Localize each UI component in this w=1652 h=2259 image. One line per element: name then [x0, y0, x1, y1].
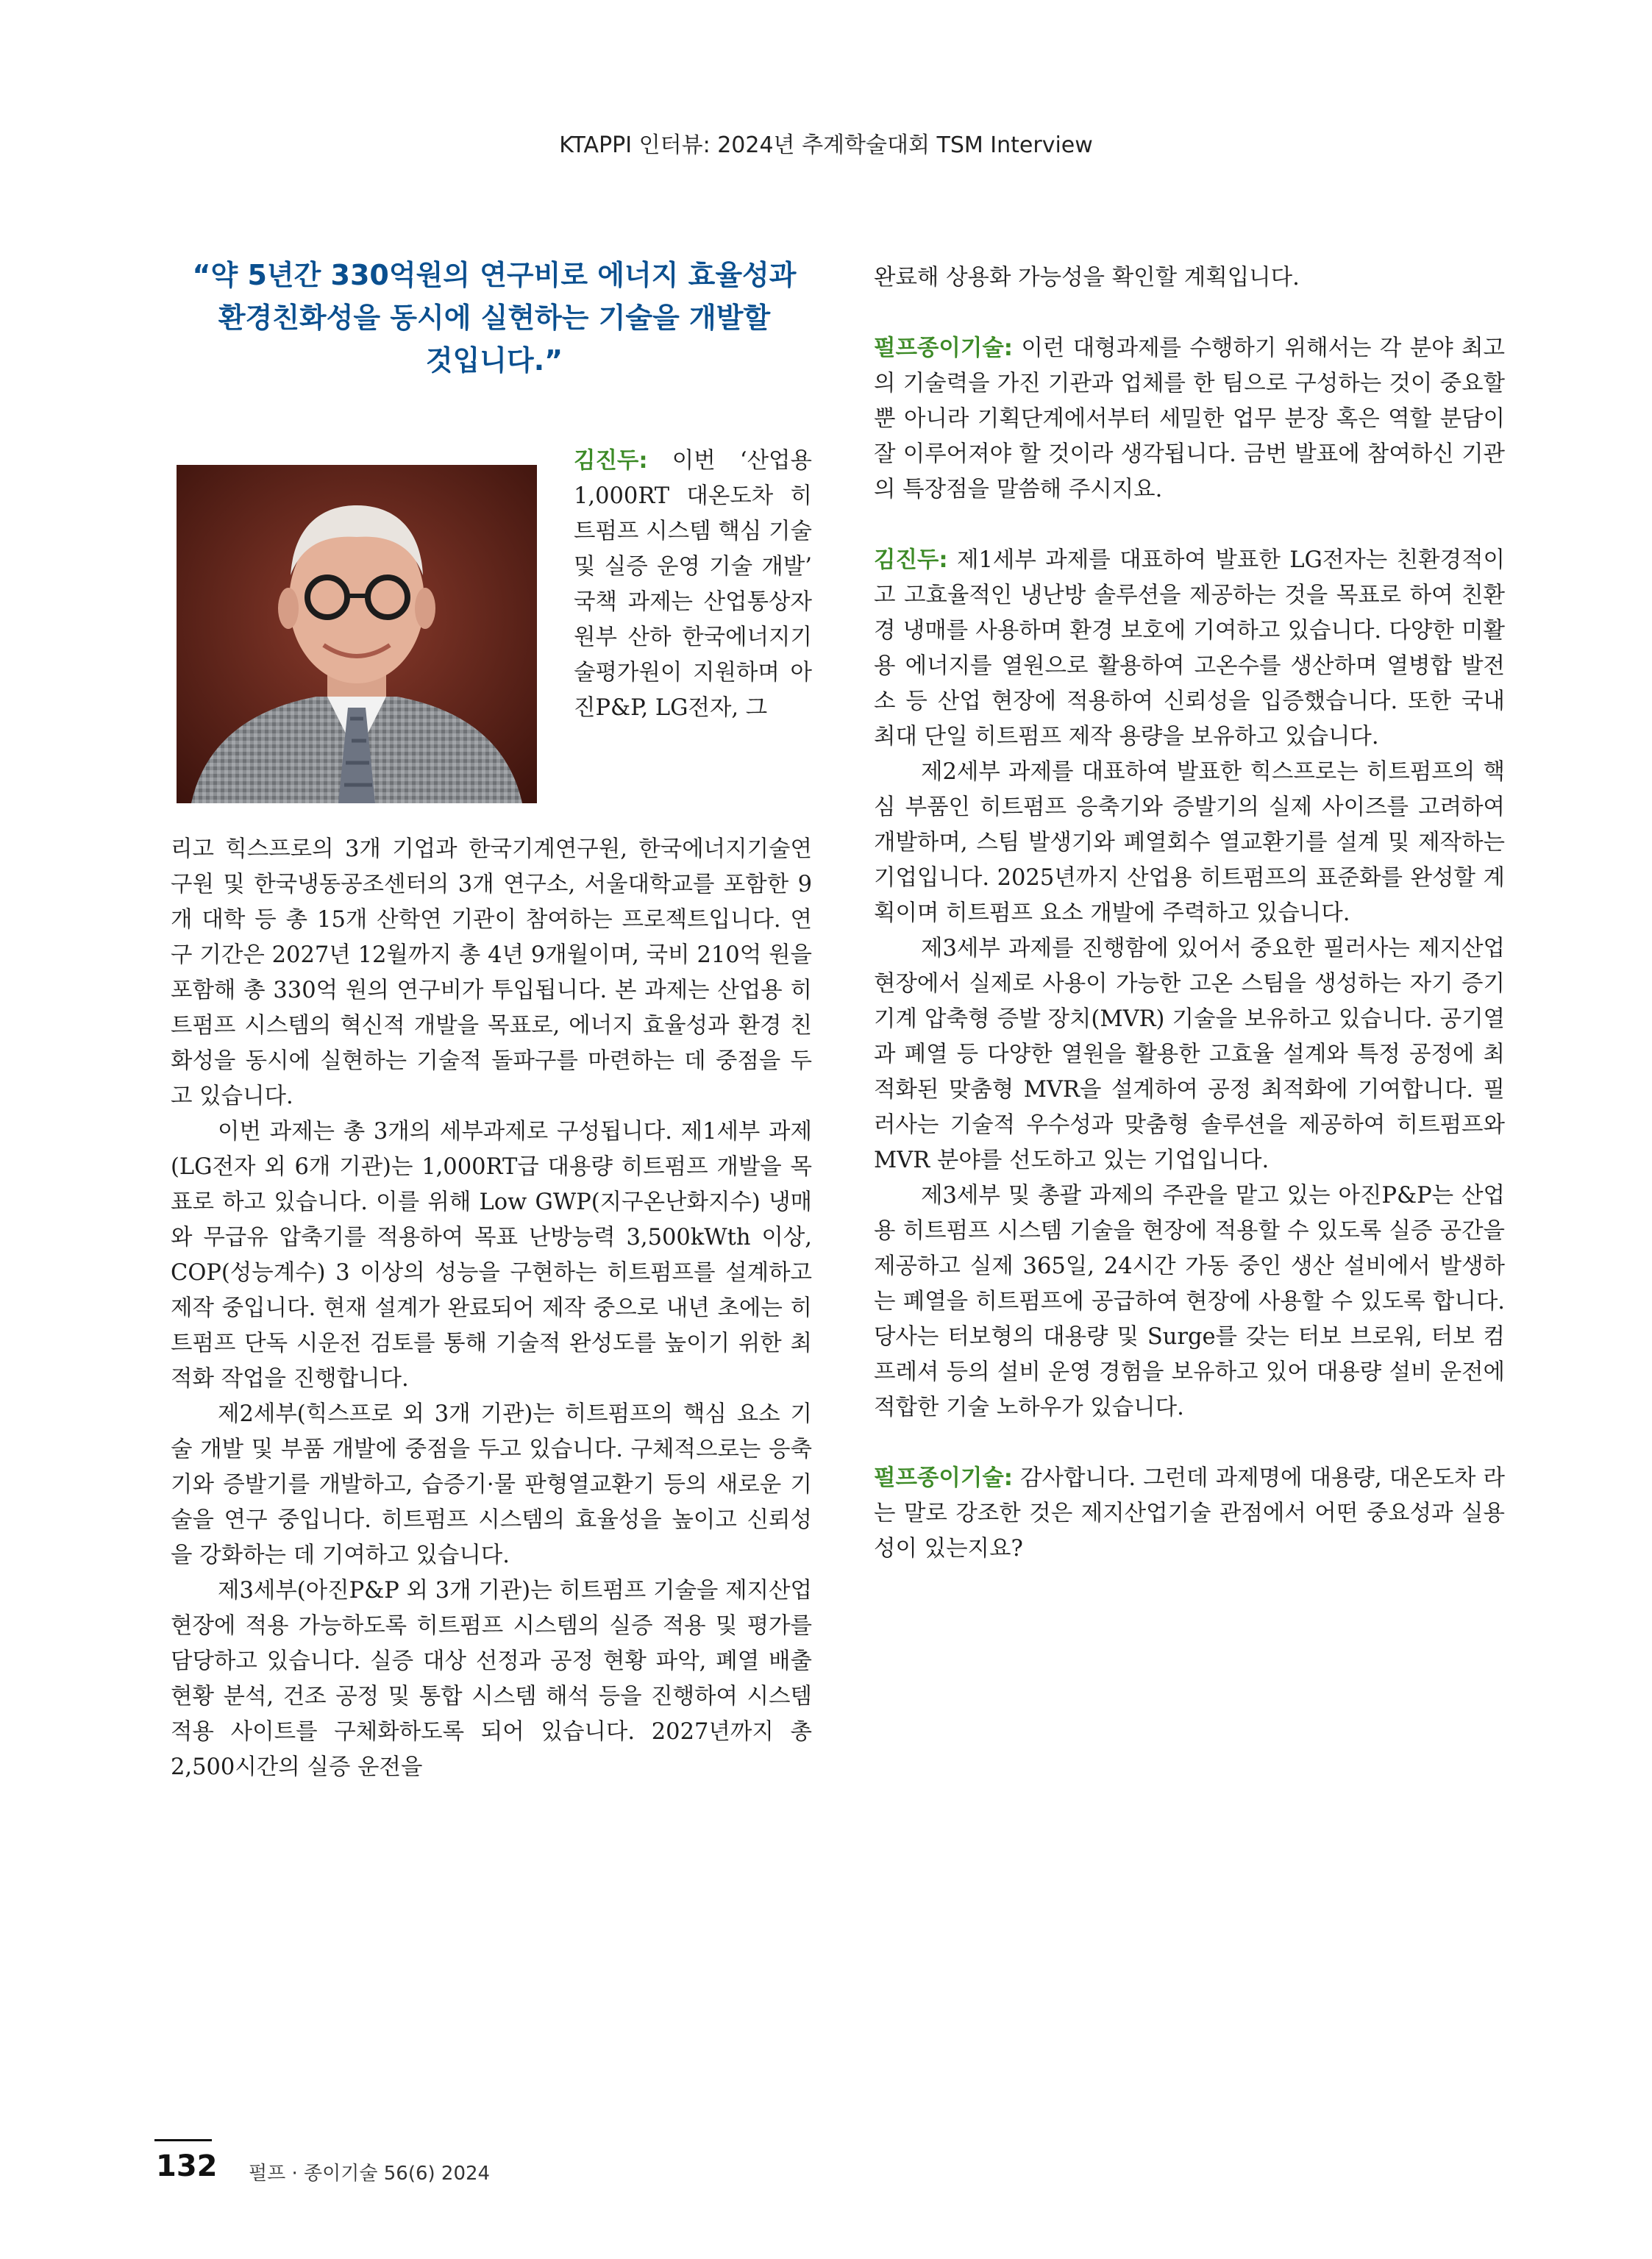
speaker-label: 김진두: — [574, 448, 648, 474]
running-header: KTAPPI 인터뷰: 2024년 추계학술대회 TSM Interview — [559, 132, 1093, 158]
paragraph: 이번 과제는 총 3개의 세부과제로 구성됩니다. 제1세부 과제(LG전자 외 6개 기관)는 1,000RT급 대용량 히트펌프 개발을 목표로 하고 있습니다. 이를 위해 Low GWP(지구온난화지수) 냉매와 무급유 압축기를 적용하여 목표 난방능력 3,500kWth 이상, COP(성능계수) 3 이상의 성능을 구현하는 히트펌프를 설계하고 제작 중입니다. 현재 설계가 완료되어 제작 중으로 내년 초에는 히트펌프 단독 시운전 검토를 통해 기술적 완성도를 높이기 위한 최적화 작업을 진행합니다. — [171, 1119, 812, 1392]
pull-quote-line: 것입니다.” — [425, 344, 563, 377]
interviewee-photo — [177, 465, 537, 803]
page-number: 132 — [156, 2149, 218, 2183]
intro-answer — [574, 444, 812, 726]
paragraph: 제2세부 과제를 대표하여 발표한 힉스프로는 히트펌프의 핵심 부품인 히트펌프 응축기와 증발기의 실제 사이즈를 고려하여 개발하며, 스팀 발생기와 폐열회수 열교환기를 설계 및 제작하는 기업입니다. 2025년까지 산업용 히트펌프의 표준화를 완성할 계획이며 히트펌프 요소 개발에 주력하고 있습니다. — [874, 759, 1505, 926]
footer-rule — [154, 2139, 212, 2141]
answer-text: 제1세부 과제를 대표하여 발표한 LG전자는 친환경적이고 고효율적인 냉난방 솔루션을 제공하는 것을 목표로 하여 친환경 냉매를 사용하며 환경 보호에 기여하고 있습니다. 다양한 미활용 에너지를 열원으로 활용하여 고온수를 생산하며 열병합 발전소 등 산업 현장에 적용하여 신뢰성을 입증했습니다. 또한 국내 최대 단일 히트펌프 제작 용량을 보유하고 있습니다. — [874, 547, 1505, 750]
pull-quote — [171, 254, 818, 382]
answer-paragraph — [874, 543, 1505, 755]
question-text: 감사합니다. 그런데 과제명에 대용량, 대온도차 라는 말로 강조한 것은 제지산업기술 관점에서 어떤 중요성과 실용성이 있는지요? — [874, 1465, 1505, 1562]
question-text: 이런 대형과제를 수행하기 위해서는 각 분야 최고의 기술력을 가진 기관과 업체를 한 팀으로 구성하는 것이 중요할 뿐 아니라 기획단계에서부터 세밀한 업무 분장 혹은 역할 분담이 잘 이루어져야 할 것이라 생각됩니다. 금번 발표에 참여하신 기관의 특장점을 말씀해 주시지요. — [874, 335, 1505, 502]
speaker-label: 김진두: — [874, 547, 948, 573]
left-column — [171, 832, 812, 1785]
pull-quote-line: “약 5년간 330억원의 연구비로 에너지 효율성과 — [192, 259, 797, 291]
paragraph: 제3세부 및 총괄 과제의 주관을 맡고 있는 아진P&P는 산업용 히트펌프 시스템 기술을 현장에 적용할 수 있도록 실증 공간을 제공하고 실제 365일, 24시간 가동 중인 생산 설비에서 발생하는 폐열을 히트펌프에 공급하여 현장에 사용할 수 있도록 합니다. 당사는 터보형의 대용량 및 Surge를 갖는 터보 브로워, 터보 컴프레셔 등의 설비 운영 경험을 보유하고 있어 대용량 설비 운전에 적합한 기술 노하우가 있습니다. — [874, 1183, 1505, 1420]
right-column — [874, 260, 1505, 1567]
question-paragraph — [874, 1461, 1505, 1567]
paragraph: 제3세부(아진P&P 외 3개 기관)는 히트펌프 기술을 제지산업 현장에 적용 가능하도록 히트펌프 시스템의 실증 적용 및 평가를 담당하고 있습니다. 실증 대상 선정과 공정 현황 파악, 폐열 배출 현황 분석, 건조 공정 및 통합 시스템 해석 등을 진행하여 시스템 적용 사이트를 구체화하도록 되어 있습니다. 2027년까지 총 2,500시간의 실증 운전을 — [171, 1578, 812, 1780]
pull-quote-line: 환경친화성을 동시에 실현하는 기술을 개발할 — [218, 302, 771, 334]
speaker-label: 펄프종이기술: — [874, 1465, 1013, 1491]
paragraph: 리고 힉스프로의 3개 기업과 한국기계연구원, 한국에너지기술연구원 및 한국냉동공조센터의 3개 연구소, 서울대학교를 포함한 9개 대학 등 총 15개 산학연 기관이 참여하는 프로젝트입니다. 연구 기간은 2027년 12월까지 총 4년 9개월이며, 국비 210억 원을 포함해 총 330억 원의 연구비가 투입됩니다. 본 과제는 산업용 히트펌프 시스템의 혁신적 개발을 목표로, 에너지 효율성과 환경 친화성을 동시에 실현하는 기술적 돌파구를 마련하는 데 중점을 두고 있습니다. — [171, 836, 812, 1109]
journal-name: 펄프 · 종이기술 56(6) 2024 — [249, 2163, 491, 2185]
paragraph: 제2세부(힉스프로 외 3개 기관)는 히트펌프의 핵심 요소 기술 개발 및 부품 개발에 중점을 두고 있습니다. 구체적으로는 응축기와 증발기를 개발하고, 습증기·물 판형열교환기 등의 새로운 기술을 연구 중입니다. 히트펌프 시스템의 효율성을 높이고 신뢰성을 강화하는 데 기여하고 있습니다. — [171, 1401, 812, 1568]
paragraph: 완료해 상용화 가능성을 확인할 계획입니다. — [874, 265, 1300, 291]
answer-text: 이번 ‘산업용 1,000RT 대온도차 히트펌프 시스템 핵심 기술 및 실증 운영 기술 개발’ 국책 과제는 산업통상자원부 산하 한국에너지기술평가원이 지원하며 아진P&P, LG전자, 그 — [574, 448, 812, 721]
speaker-label: 펄프종이기술: — [874, 335, 1013, 361]
question-paragraph — [874, 331, 1505, 508]
paragraph: 제3세부 과제를 진행함에 있어서 중요한 필러사는 제지산업 현장에서 실제로 사용이 가능한 고온 스팀을 생성하는 자기 증기 기계 압축형 증발 장치(MVR) 기술을 보유하고 있습니다. 공기열과 폐열 등 다양한 열원을 활용한 고효율 설계와 특정 공정에 최적화된 맞춤형 MVR을 설계하여 공정 최적화에 기여합니다. 필러사는 기술적 우수성과 맞춤형 솔루션을 제공하여 히트펌프와 MVR 분야를 선도하고 있는 기업입니다. — [874, 936, 1505, 1173]
